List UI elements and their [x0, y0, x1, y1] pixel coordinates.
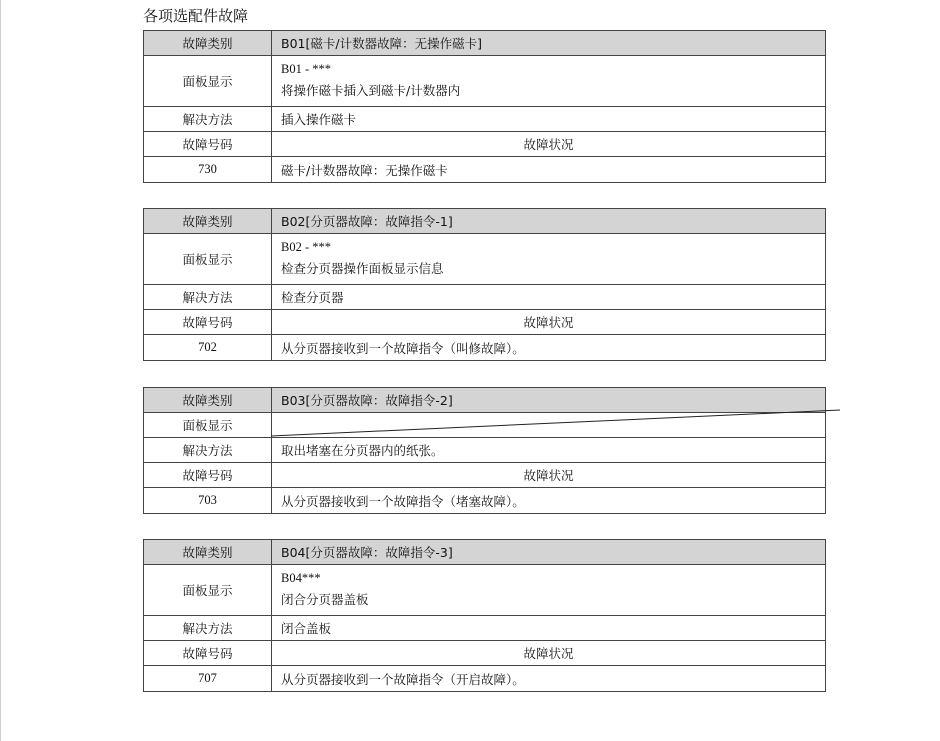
solution-value: 取出堵塞在分页器内的纸张。: [272, 438, 826, 463]
page-edge: [0, 0, 1, 741]
fault-status-value: 从分页器接收到一个故障指令（开启故障）。: [272, 666, 826, 692]
table-row: [144, 107, 826, 132]
solution-label: 解决方法: [144, 285, 272, 310]
panel-display-value: [272, 56, 826, 107]
table-row: [144, 234, 826, 285]
fault-table-b01: [143, 30, 826, 183]
fault-code-value: 703: [144, 488, 272, 514]
solution-label: 解决方法: [144, 616, 272, 641]
table-row: [144, 388, 826, 413]
table-row: [144, 31, 826, 56]
panel-display-value: [272, 413, 826, 438]
fault-table-b04: [143, 539, 826, 692]
fault-status-label: 故障状况: [272, 641, 826, 666]
table-row: [144, 565, 826, 616]
fault-table-b03: [143, 387, 826, 514]
category-value: B03[分页器故障：故障指令-2]: [272, 388, 826, 413]
panel-code: B04***: [281, 571, 321, 585]
fault-status-label: 故障状况: [272, 463, 826, 488]
solution-value: 检查分页器: [272, 285, 826, 310]
fault-status-label: 故障状况: [272, 310, 826, 335]
fault-code-label: 故障号码: [144, 310, 272, 335]
category-label: 故障类别: [144, 209, 272, 234]
category-value: B01[磁卡/计数器故障：无操作磁卡]: [272, 31, 826, 56]
fault-code-label: 故障号码: [144, 641, 272, 666]
panel-code: B02 - ***: [281, 240, 331, 254]
table-row: [144, 157, 826, 183]
panel-display-label: 面板显示: [144, 565, 272, 616]
panel-message: 将操作磁卡插入到磁卡/计数器内: [281, 83, 461, 98]
table-row: [144, 666, 826, 692]
table-row: [144, 616, 826, 641]
panel-message: 闭合分页器盖板: [281, 592, 369, 607]
fault-status-value: 磁卡/计数器故障：无操作磁卡: [272, 157, 826, 183]
table-row: [144, 540, 826, 565]
category-value: B04[分页器故障：故障指令-3]: [272, 540, 826, 565]
panel-display-label: 面板显示: [144, 234, 272, 285]
category-label: 故障类别: [144, 540, 272, 565]
solution-value: 插入操作磁卡: [272, 107, 826, 132]
panel-display-label: 面板显示: [144, 413, 272, 438]
fault-status-value: 从分页器接收到一个故障指令（叫修故障）。: [272, 335, 826, 361]
fault-code-value: 707: [144, 666, 272, 692]
solution-label: 解决方法: [144, 438, 272, 463]
fault-code-label: 故障号码: [144, 463, 272, 488]
fault-code-value: 702: [144, 335, 272, 361]
category-label: 故障类别: [144, 388, 272, 413]
table-row: [144, 132, 826, 157]
solution-label: 解决方法: [144, 107, 272, 132]
fault-status-value: 从分页器接收到一个故障指令（堵塞故障）。: [272, 488, 826, 514]
table-row: [144, 209, 826, 234]
panel-display-value: [272, 565, 826, 616]
fault-code-label: 故障号码: [144, 132, 272, 157]
panel-display-value: [272, 234, 826, 285]
fault-code-value: 730: [144, 157, 272, 183]
table-row: [144, 310, 826, 335]
page-title: 各项选配件故障: [143, 7, 249, 25]
table-row: [144, 285, 826, 310]
table-row: [144, 413, 826, 438]
panel-display-label: 面板显示: [144, 56, 272, 107]
table-row: [144, 56, 826, 107]
category-value: B02[分页器故障：故障指令-1]: [272, 209, 826, 234]
solution-value: 闭合盖板: [272, 616, 826, 641]
table-row: [144, 438, 826, 463]
table-row: [144, 641, 826, 666]
category-label: 故障类别: [144, 31, 272, 56]
panel-code: B01 - ***: [281, 62, 331, 76]
table-row: [144, 488, 826, 514]
fault-status-label: 故障状况: [272, 132, 826, 157]
table-row: [144, 335, 826, 361]
fault-table-b02: [143, 208, 826, 361]
panel-message: 检查分页器操作面板显示信息: [281, 261, 444, 276]
table-row: [144, 463, 826, 488]
